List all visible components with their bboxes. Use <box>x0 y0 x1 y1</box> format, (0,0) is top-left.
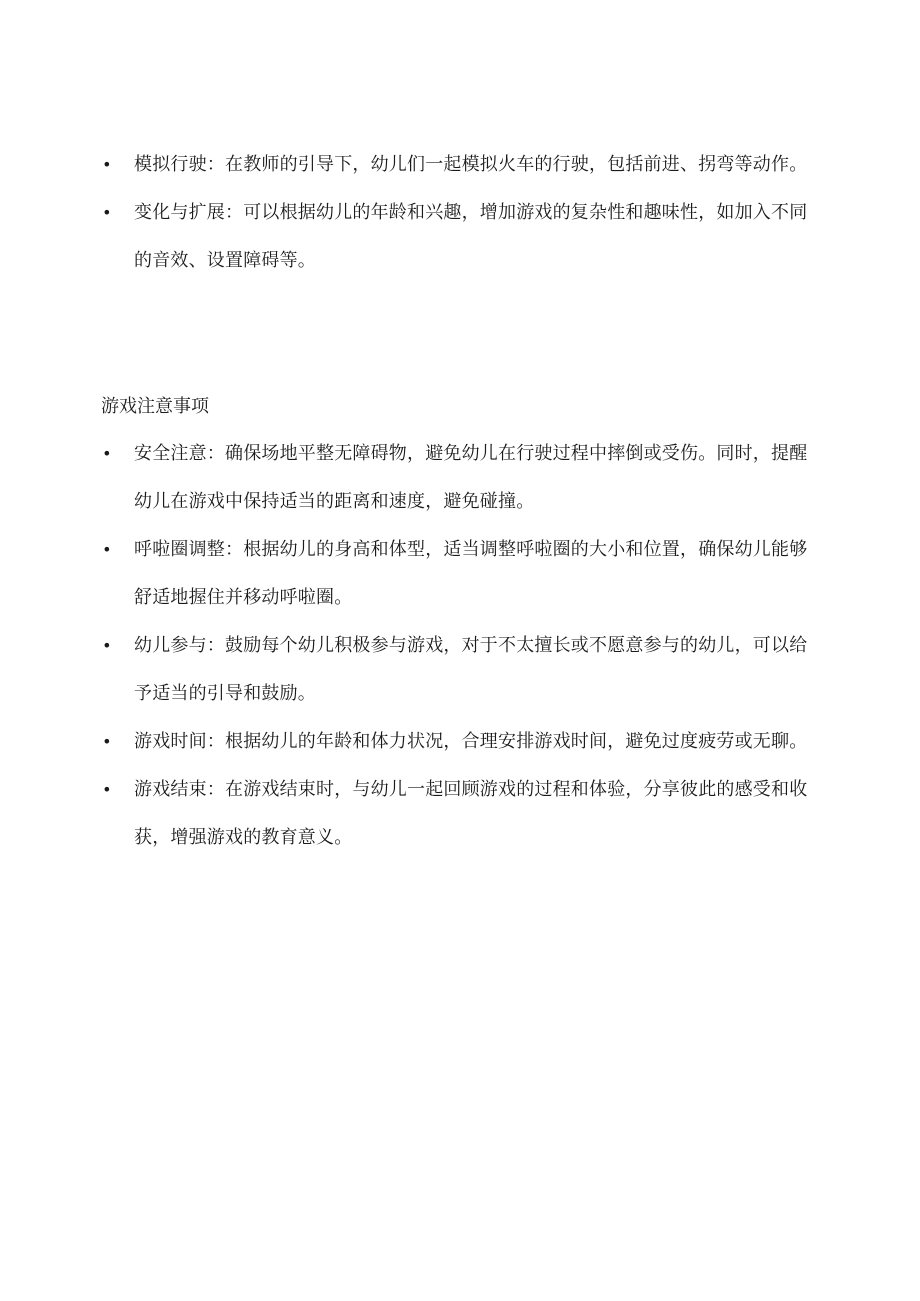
list-item <box>0 141 819 189</box>
activity-list <box>0 141 819 285</box>
list-item-text: 模拟行驶：在教师的引导下，幼儿们一起模拟火车的行驶，包括前进、拐弯等动作。 <box>134 154 808 175</box>
list-item-text: 呼啦圈调整：根据幼儿的身高和体型，适当调整呼啦圈的大小和位置，确保幼儿能够舒适地握住并移动呼啦圈。 <box>134 539 808 608</box>
bullet-marker: • <box>102 444 112 463</box>
bullet-marker: • <box>102 155 112 174</box>
bullet-marker: • <box>102 732 112 751</box>
list-item-text: 游戏时间：根据幼儿的年龄和体力状况，合理安排游戏时间，避免过度疲劳或无聊。 <box>134 731 808 752</box>
list-item <box>0 430 819 526</box>
list-item-text: 游戏结束：在游戏结束时，与幼儿一起回顾游戏的过程和体验，分享彼此的感受和收获，增强游戏的教育意义。 <box>134 779 808 848</box>
list-item <box>0 718 819 766</box>
bullet-marker: • <box>102 203 112 222</box>
list-item-text: 变化与扩展：可以根据幼儿的年龄和兴趣，增加游戏的复杂性和趣味性，如加入不同的音效、设置障碍等。 <box>134 202 808 271</box>
list-item <box>0 526 819 622</box>
list-item <box>0 766 819 862</box>
list-item <box>0 189 819 285</box>
list-item-text: 安全注意：确保场地平整无障碍物，避免幼儿在行驶过程中摔倒或受伤。同时，提醒幼儿在游戏中保持适当的距离和速度，避免碰撞。 <box>134 443 808 512</box>
section-title: 游戏注意事项 <box>101 396 209 417</box>
notes-list <box>0 430 819 862</box>
bullet-marker: • <box>102 636 112 655</box>
bullet-marker: • <box>102 780 112 799</box>
list-item-text: 幼儿参与：鼓励每个幼儿积极参与游戏，对于不太擅长或不愿意参与的幼儿，可以给予适当的引导和鼓励。 <box>134 635 808 704</box>
bullet-marker: • <box>102 540 112 559</box>
list-item <box>0 622 819 718</box>
